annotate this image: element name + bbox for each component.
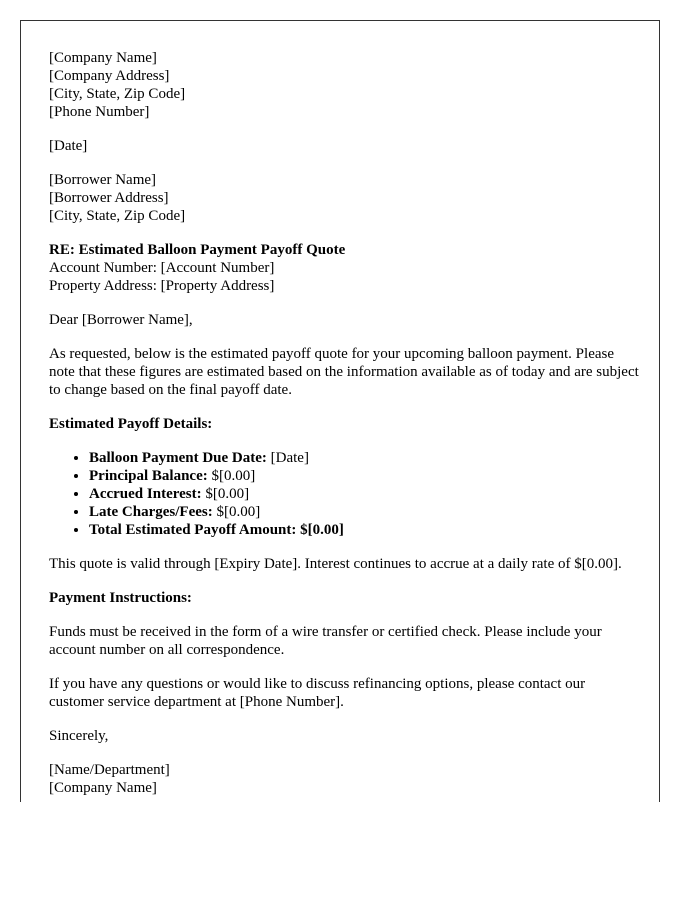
intro-paragraph: As requested, below is the estimated payoff quote for your upcoming balloon payment. Please note that these figures are estimated based on the information available as of today and are subject to change based on the final payoff date. [49,346,639,398]
payoff-item-value: $[0.00] [207,468,256,484]
sender-company-address: [Company Address] [49,68,170,84]
payoff-total: Total Estimated Payoff Amount: $[0.00] [89,522,344,538]
subject-property-line: Property Address: [Property Address] [49,278,275,294]
payment-instructions-text: Funds must be received in the form of a wire transfer or certified check. Please include your account number on all correspondence. [49,624,602,658]
sender-phone: [Phone Number] [49,104,150,120]
subject-block [49,241,639,295]
payoff-item-label: Late Charges/Fees: [89,504,213,520]
closing: Sincerely, [49,728,109,744]
letter-page [20,20,660,802]
payoff-details-list [49,449,639,539]
subject-re-line: RE: Estimated Balloon Payment Payoff Quote [49,242,346,258]
payoff-item-value: $[0.00] [201,486,250,502]
letter-date: [Date] [49,138,88,154]
payoff-item-label: Principal Balance: [89,468,208,484]
payoff-item-value: $[0.00] [212,504,261,520]
recipient-name: [Borrower Name] [49,172,157,188]
validity-paragraph: This quote is valid through [Expiry Date]. Interest continues to accrue at a daily rate of $[0.00]. [49,556,622,572]
letter-content [49,49,639,802]
recipient-block [49,171,639,225]
payoff-details-heading: Estimated Payoff Details: [49,416,213,432]
list-item [89,449,639,467]
payoff-item-label: Accrued Interest: [89,486,202,502]
recipient-address: [Borrower Address] [49,190,169,206]
list-item [89,467,639,485]
sender-company-name: [Company Name] [49,50,157,66]
salutation: Dear [Borrower Name], [49,312,193,328]
signature-block [49,761,639,797]
contact-paragraph: If you have any questions or would like to discuss refinancing options, please contact our customer service department at [Phone Number]. [49,676,586,710]
recipient-city-state-zip: [City, State, Zip Code] [49,208,186,224]
subject-account-line: Account Number: [Account Number] [49,260,275,276]
payoff-item-value: [Date] [266,450,309,466]
payment-instructions-heading: Payment Instructions: [49,590,192,606]
sender-city-state-zip: [City, State, Zip Code] [49,86,186,102]
sender-block [49,49,639,121]
list-item [89,521,639,539]
list-item [89,503,639,521]
signature-company-name: [Company Name] [49,780,157,796]
list-item [89,485,639,503]
signature-name-department: [Name/Department] [49,762,170,778]
payoff-item-label: Balloon Payment Due Date: [89,450,267,466]
